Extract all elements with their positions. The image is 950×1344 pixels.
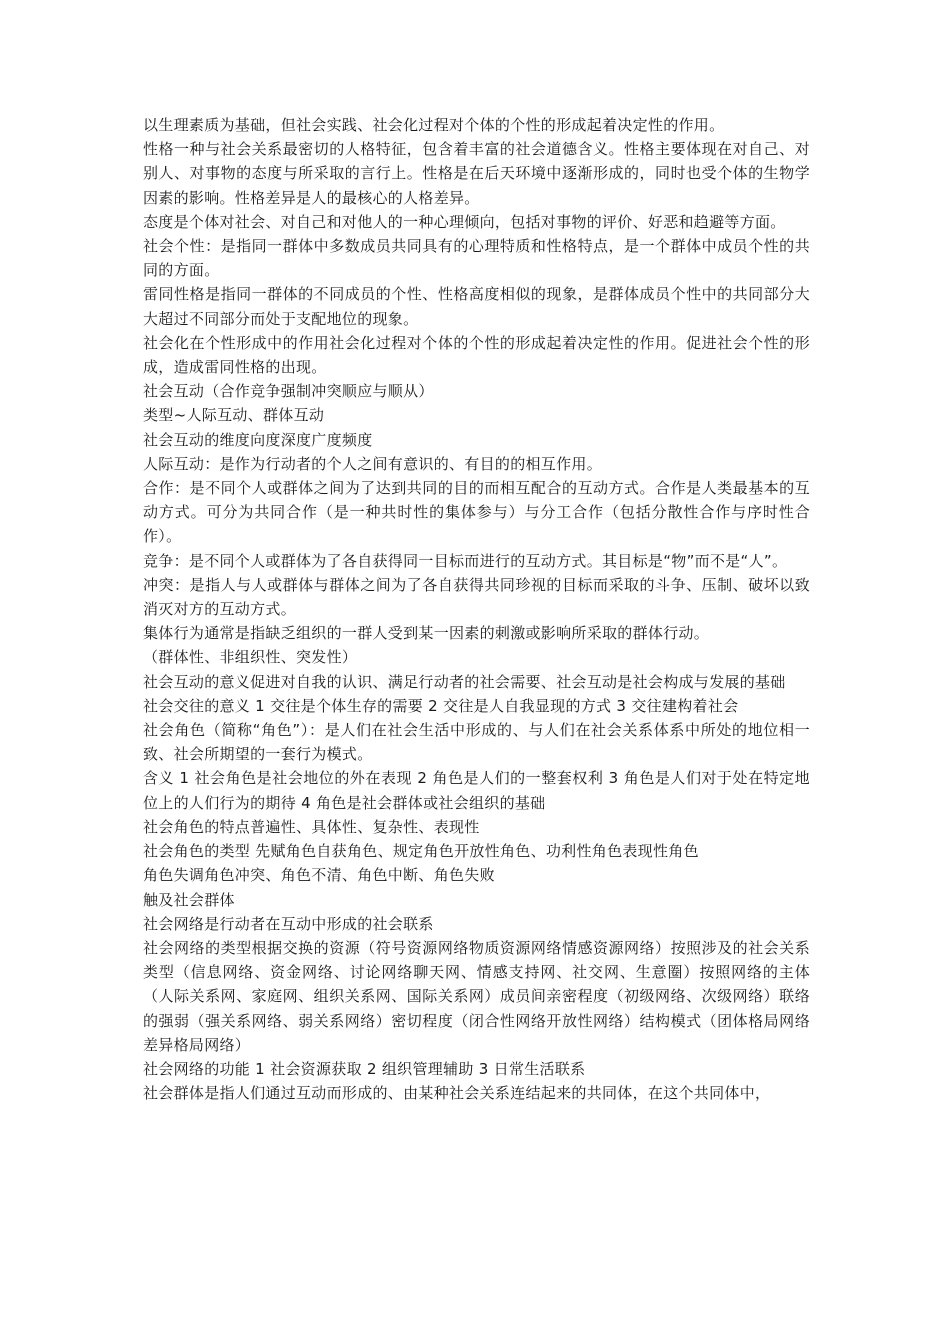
- document-body: [143, 113, 810, 1105]
- paragraph-16: 社会互动的意义促进对自我的认识、满足行动者的社会需要、社会互动是社会构成与发展的基础: [143, 672, 786, 691]
- paragraph-15: （群体性、非组织性、突发性）: [143, 648, 358, 667]
- paragraph-9: 社会互动的维度向度深度广度频度: [143, 430, 373, 449]
- paragraph-22: 角色失调角色冲突、角色不清、角色中断、角色失败: [143, 866, 495, 885]
- paragraph-24: 社会网络是行动者在互动中形成的社会联系: [143, 914, 434, 933]
- paragraph-12: 竞争：是不同个人或群体为了各自获得同一目标而进行的互动方式。其目标是“物”而不是“人”。: [143, 551, 788, 570]
- paragraph-7: 社会互动（合作竞争强制冲突顺应与顺从）: [143, 382, 434, 401]
- paragraph-21: 社会角色的类型 先赋角色自获角色、规定角色开放性角色、功利性角色表现性角色: [143, 842, 699, 861]
- paragraph-17: 社会交往的意义 1 交往是个体生存的需要 2 交往是人自我显现的方式 3 交往建构着社会: [143, 696, 739, 715]
- paragraph-20: 社会角色的特点普遍性、具体性、复杂性、表现性: [143, 817, 480, 836]
- paragraph-18: 社会角色（简称“角色”）：是人们在社会生活中形成的、与人们在社会关系体系中所处的地位相一致、社会所期望的一套行为模式。: [143, 721, 810, 764]
- paragraph-19: 含义 1 社会角色是社会地位的外在表现 2 角色是人们的一整套权利 3 角色是人们对于处在特定地位上的人们行为的期待 4 角色是社会群体或社会组织的基础: [143, 769, 810, 812]
- paragraph-8: 类型~人际互动、群体互动: [143, 406, 325, 425]
- paragraph-27: 社会群体是指人们通过互动而形成的、由某种社会关系连结起来的共同体，在这个共同体中，: [143, 1084, 771, 1103]
- paragraph-11: 合作：是不同个人或群体之间为了达到共同的目的而相互配合的互动方式。合作是人类最基本的互动方式。可分为共同合作（是一种共时性的集体参与）与分工合作（包括分散性合作与序时性合作）。: [143, 479, 810, 546]
- paragraph-14: 集体行为通常是指缺乏组织的一群人受到某一因素的刺激或影响所采取的群体行动。: [143, 624, 710, 643]
- paragraph-1: 以生理素质为基础，但社会实践、社会化过程对个体的个性的形成起着决定性的作用。: [143, 116, 725, 134]
- paragraph-25: 社会网络的类型根据交换的资源（符号资源网络物质资源网络情感资源网络）按照涉及的社会关系类型（信息网络、资金网络、讨论网络聊天网、情感支持网、社交网、生意圈）按照网络的主体（人际关系网、家庭网、组织关系网、国际关系网）成员间亲密程度（初级网络、次级网络）联络的强弱（强关系网络、弱关系网络）密切程度（闭合性网络开放性网络）结构模式（团体格局网络差异格局网络）: [143, 938, 810, 1054]
- paragraph-13: 冲突：是指人与人或群体与群体之间为了各自获得共同珍视的目标而采取的斗争、压制、破坏以致消灭对方的互动方式。: [143, 575, 810, 619]
- paragraph-10: 人际互动：是作为行动者的个人之间有意识的、有目的的相互作用。: [143, 454, 603, 473]
- paragraph-6: 社会化在个性形成中的作用社会化过程对个体的个性的形成起着决定性的作用。促进社会个性的形成，造成雷同性格的出现。: [143, 333, 810, 377]
- paragraph-2: 性格一种与社会关系最密切的人格特征，包含着丰富的社会道德含义。性格主要体现在对自己、对别人、对事物的态度与所采取的言行上。性格是在后天环境中逐渐形成的，同时也受个体的生物学因素的影响。性格差异是人的最核心的人格差异。: [143, 140, 810, 207]
- paragraph-23: 触及社会群体: [143, 890, 235, 909]
- paragraph-5: 雷同性格是指同一群体的不同成员的个性、性格高度相似的现象，是群体成员个性中的共同部分大大超过不同部分而处于支配地位的现象。: [143, 285, 810, 328]
- paragraph-3: 态度是个体对社会、对自己和对他人的一种心理倾向，包括对事物的评价、好恶和趋避等方面。: [143, 212, 786, 231]
- paragraph-4: 社会个性：是指同一群体中多数成员共同具有的心理特质和性格特点，是一个群体中成员个性的共同的方面。: [143, 237, 810, 280]
- paragraph-26: 社会网络的功能 1 社会资源获取 2 组织管理辅助 3 日常生活联系: [143, 1059, 586, 1078]
